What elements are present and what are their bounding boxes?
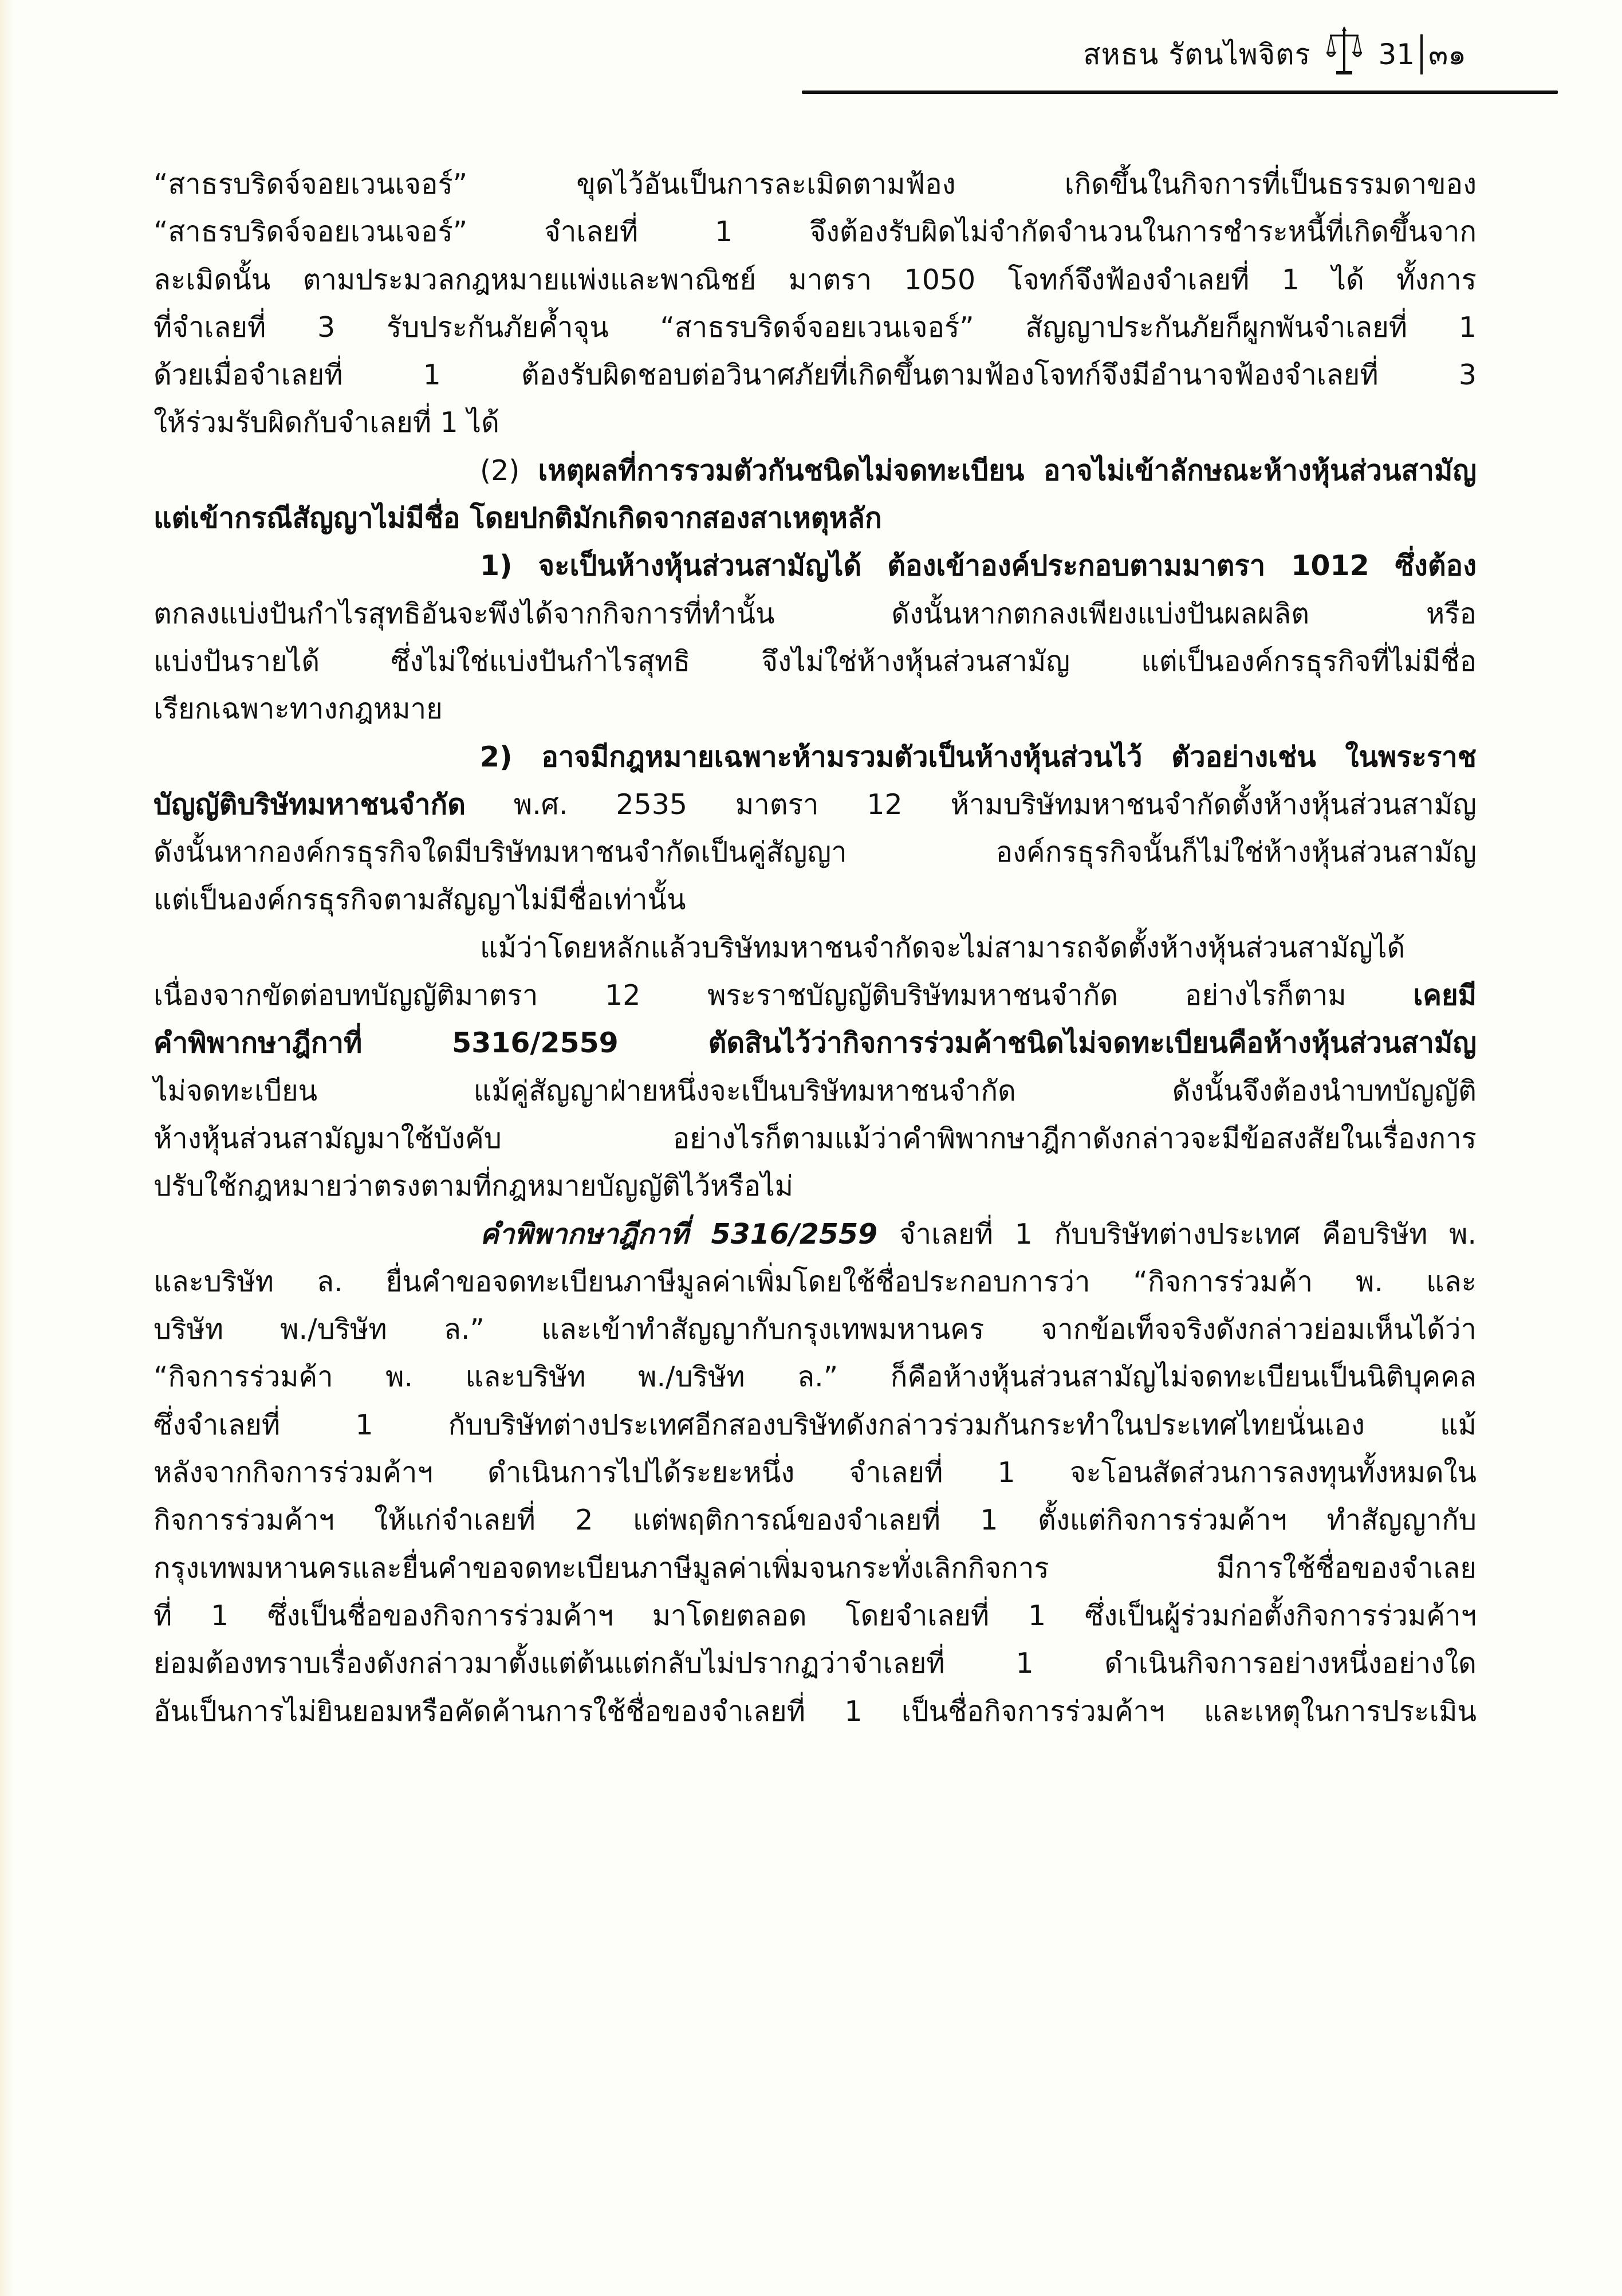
text-run: ที่ 1 ซึ่งเป็นชื่อของกิจการร่วมค้าฯ มาโดยตลอด โดยจำเลยที่ 1 ซึ่งเป็นผู้ร่วมก่อตั้งกิจการร่วมค้าฯ — [153, 1599, 1477, 1632]
text-line — [153, 1592, 1477, 1640]
text-line — [153, 876, 1477, 923]
text-line — [153, 733, 1477, 781]
text-line — [153, 1306, 1477, 1353]
body-text — [153, 160, 1477, 1735]
bold-text: เคยมี — [1413, 979, 1477, 1012]
bold-text: แต่เข้ากรณีสัญญาไม่มีชื่อ โดยปกติมักเกิดจากสองสาเหตุหลัก — [153, 502, 882, 535]
text-line — [153, 972, 1477, 1019]
bold-text: เหตุผลที่การรวมตัวกันชนิดไม่จดทะเบียน อาจไม่เข้าลักษณะห้างหุ้นส่วนสามัญ — [538, 454, 1477, 487]
page-number-divider — [1420, 34, 1423, 74]
bold-text: 2) อาจมีกฎหมายเฉพาะห้ามรวมตัวเป็นห้างหุ้นส่วนไว้ ตัวอย่างเช่น ในพระราช — [480, 740, 1477, 773]
text-line — [153, 685, 1477, 733]
text-run: หลังจากกิจการร่วมค้าฯ ดำเนินการไปได้ระยะหนึ่ง จำเลยที่ 1 จะโอนสัดส่วนการลงทุนทั้งหมดใน — [153, 1456, 1477, 1489]
text-line — [153, 1401, 1477, 1449]
text-line — [153, 304, 1477, 351]
text-line — [153, 494, 1477, 542]
text-run: (2) — [480, 454, 538, 487]
text-line — [153, 351, 1477, 399]
text-run: ไม่จดทะเบียน แม้คู่สัญญาฝ่ายหนึ่งจะเป็นบริษัทมหาชนจำกัด ดังนั้นจึงต้องนำบทบัญญัติ — [153, 1074, 1477, 1107]
case-citation: คำพิพากษาฎีกาที่ 5316/2559 — [480, 1217, 878, 1251]
text-run: และบริษัท ล. ยื่นคำขอจดทะเบียนภาษีมูลค่าเพิ่มโดยใช้ชื่อประกอบการว่า “กิจการร่วมค้า พ. และ — [153, 1265, 1477, 1298]
author-name: สหธน รัตนไพจิตร — [1083, 37, 1311, 71]
text-run: บริษัท พ./บริษัท ล.” และเข้าทำสัญญากับกรุงเทพมหานคร จากข้อเท็จจริงดังกล่าวย่อมเห็นได้ว่า — [153, 1313, 1477, 1346]
bold-text: คำพิพากษาฎีกาที่ 5316/2559 ตัดสินไว้ว่ากิจการร่วมค้าชนิดไม่จดทะเบียนคือห้างหุ้นส่วนสามัญ — [153, 1027, 1477, 1060]
scales-of-justice-icon — [1326, 25, 1362, 84]
text-run: ให้ร่วมรับผิดกับจำเลยที่ 1 ได้ — [153, 406, 499, 439]
text-run: ห้างหุ้นส่วนสามัญมาใช้บังคับ อย่างไรก็ตามแม้ว่าคำพิพากษาฎีกาดังกล่าวจะมีข้อสงสัยในเรื่องการ — [153, 1122, 1477, 1155]
running-head-row — [1083, 23, 1466, 86]
header-rule — [802, 91, 1558, 94]
text-line — [153, 208, 1477, 255]
text-line — [153, 1544, 1477, 1592]
text-line — [153, 1115, 1477, 1162]
text-run: เรียกเฉพาะทางกฎหมาย — [153, 693, 443, 726]
text-line — [153, 1449, 1477, 1496]
bold-text: 1) จะเป็นห้างหุ้นส่วนสามัญได้ ต้องเข้าองค์ประกอบตามมาตรา 1012 ซึ่งต้อง — [480, 549, 1477, 583]
text-run: พ.ศ. 2535 มาตรา 12 ห้ามบริษัทมหาชนจำกัดตั้งห้างหุ้นส่วนสามัญ — [466, 788, 1477, 821]
text-run: ย่อมต้องทราบเรื่องดังกล่าวมาตั้งแต่ต้นแต่กลับไม่ปรากฏว่าจำเลยที่ 1 ดำเนินกิจการอย่างหนึ่งอย่างใด — [153, 1647, 1477, 1680]
text-run: “สาธรบริดจ์จอยเวนเจอร์” ขุดไว้อันเป็นการละเมิดตามฟ้อง เกิดขึ้นในกิจการที่เป็นธรรมดาของ — [153, 168, 1477, 200]
running-head — [802, 23, 1558, 74]
text-run: “กิจการร่วมค้า พ. และบริษัท พ./บริษัท ล.” ก็คือห้างหุ้นส่วนสามัญไม่จดทะเบียนเป็นนิติบุคคล — [153, 1361, 1477, 1394]
text-run: อันเป็นการไม่ยินยอมหรือคัดค้านการใช้ชื่อของจำเลยที่ 1 เป็นชื่อกิจการร่วมค้าฯ และเหตุในการประเมิน — [153, 1695, 1477, 1728]
text-run: “สาธรบริดจ์จอยเวนเจอร์” จำเลยที่ 1 จึงต้องรับผิดไม่จำกัดจำนวนในการชำระหนี้ที่เกิดขึ้นจาก — [153, 215, 1477, 249]
text-run: แม้ว่าโดยหลักแล้วบริษัทมหาชนจำกัดจะไม่สามารถจัดตั้งห้างหุ้นส่วนสามัญได้ — [480, 931, 1406, 964]
text-run: ซึ่งจำเลยที่ 1 กับบริษัทต่างประเทศอีกสองบริษัทดังกล่าวร่วมกันกระทำในประเทศไทยนั่นเอง แม้ — [153, 1408, 1477, 1441]
text-line — [153, 160, 1477, 208]
text-run: แบ่งปันรายได้ ซึ่งไม่ใช่แบ่งปันกำไรสุทธิ จึงไม่ใช่ห้างหุ้นส่วนสามัญ แต่เป็นองค์กรธุรกิจที่ไม่มีชื่อ — [153, 644, 1477, 678]
page-number-arabic: 31 — [1378, 38, 1415, 71]
text-line — [153, 542, 1477, 589]
text-line — [153, 1019, 1477, 1067]
text-run: กรุงเทพมหานครและยื่นคำขอจดทะเบียนภาษีมูลค่าเพิ่มจนกระทั่งเลิกกิจการ มีการใช้ชื่อของจำเลย — [153, 1551, 1477, 1585]
text-run: ตกลงแบ่งปันกำไรสุทธิอันจะพึงได้จากกิจการที่ทำนั้น ดังนั้นหากตกลงเพียงแบ่งปันผลผลิต หรือ — [153, 597, 1477, 630]
text-run: แต่เป็นองค์กรธุรกิจตามสัญญาไม่มีชื่อเท่านั้น — [153, 883, 686, 917]
bold-text: บัญญัติบริษัทมหาชนจำกัด — [153, 788, 466, 821]
text-run: ด้วยเมื่อจำเลยที่ 1 ต้องรับผิดชอบต่อวินาศภัยที่เกิดขึ้นตามฟ้องโจทก์จึงมีอำนาจฟ้องจำเลยที่ 3 — [153, 359, 1477, 392]
text-run: เนื่องจากขัดต่อบทบัญญัติมาตรา 12 พระราชบัญญัติบริษัทมหาชนจำกัด อย่างไรก็ตาม — [153, 979, 1414, 1012]
text-line — [153, 1640, 1477, 1687]
text-line — [153, 1258, 1477, 1306]
text-line — [153, 399, 1477, 446]
text-run: ดังนั้นหากองค์กรธุรกิจใดมีบริษัทมหาชนจำกัดเป็นคู่สัญญา องค์กรธุรกิจนั้นก็ไม่ใช่ห้างหุ้นส่วนสามัญ — [153, 836, 1477, 869]
text-run: ที่จำเลยที่ 3 รับประกันภัยค้ำจุน “สาธรบริดจ์จอยเวนเจอร์” สัญญาประกันภัยก็ผูกพันจำเลยที่ 1 — [153, 310, 1477, 344]
text-run: กิจการร่วมค้าฯ ให้แก่จำเลยที่ 2 แต่พฤติการณ์ของจำเลยที่ 1 ตั้งแต่กิจการร่วมค้าฯ ทำสัญญากับ — [153, 1504, 1477, 1537]
text-line — [153, 638, 1477, 685]
text-line — [153, 1210, 1477, 1258]
page-number-thai: ๓๑ — [1428, 37, 1466, 71]
text-line — [153, 1162, 1477, 1210]
text-line — [153, 447, 1477, 494]
text-run: จำเลยที่ 1 กับบริษัทต่างประเทศ คือบริษัท พ. — [877, 1217, 1477, 1251]
text-line — [153, 1353, 1477, 1401]
page-number — [1378, 32, 1466, 77]
text-line — [153, 1688, 1477, 1735]
text-line — [153, 256, 1477, 304]
text-line — [153, 924, 1477, 972]
text-line — [153, 1496, 1477, 1544]
page-edge — [0, 0, 13, 2296]
text-run: ละเมิดนั้น ตามประมวลกฎหมายแพ่งและพาณิชย์ มาตรา 1050 โจทก์จึงฟ้องจำเลยที่ 1 ได้ ทั้งการ — [153, 263, 1477, 296]
text-line — [153, 590, 1477, 638]
text-line — [153, 1067, 1477, 1115]
text-line — [153, 781, 1477, 828]
text-line — [153, 828, 1477, 876]
text-run: ปรับใช้กฎหมายว่าตรงตามที่กฎหมายบัญญัติไว้หรือไม่ — [153, 1170, 794, 1203]
